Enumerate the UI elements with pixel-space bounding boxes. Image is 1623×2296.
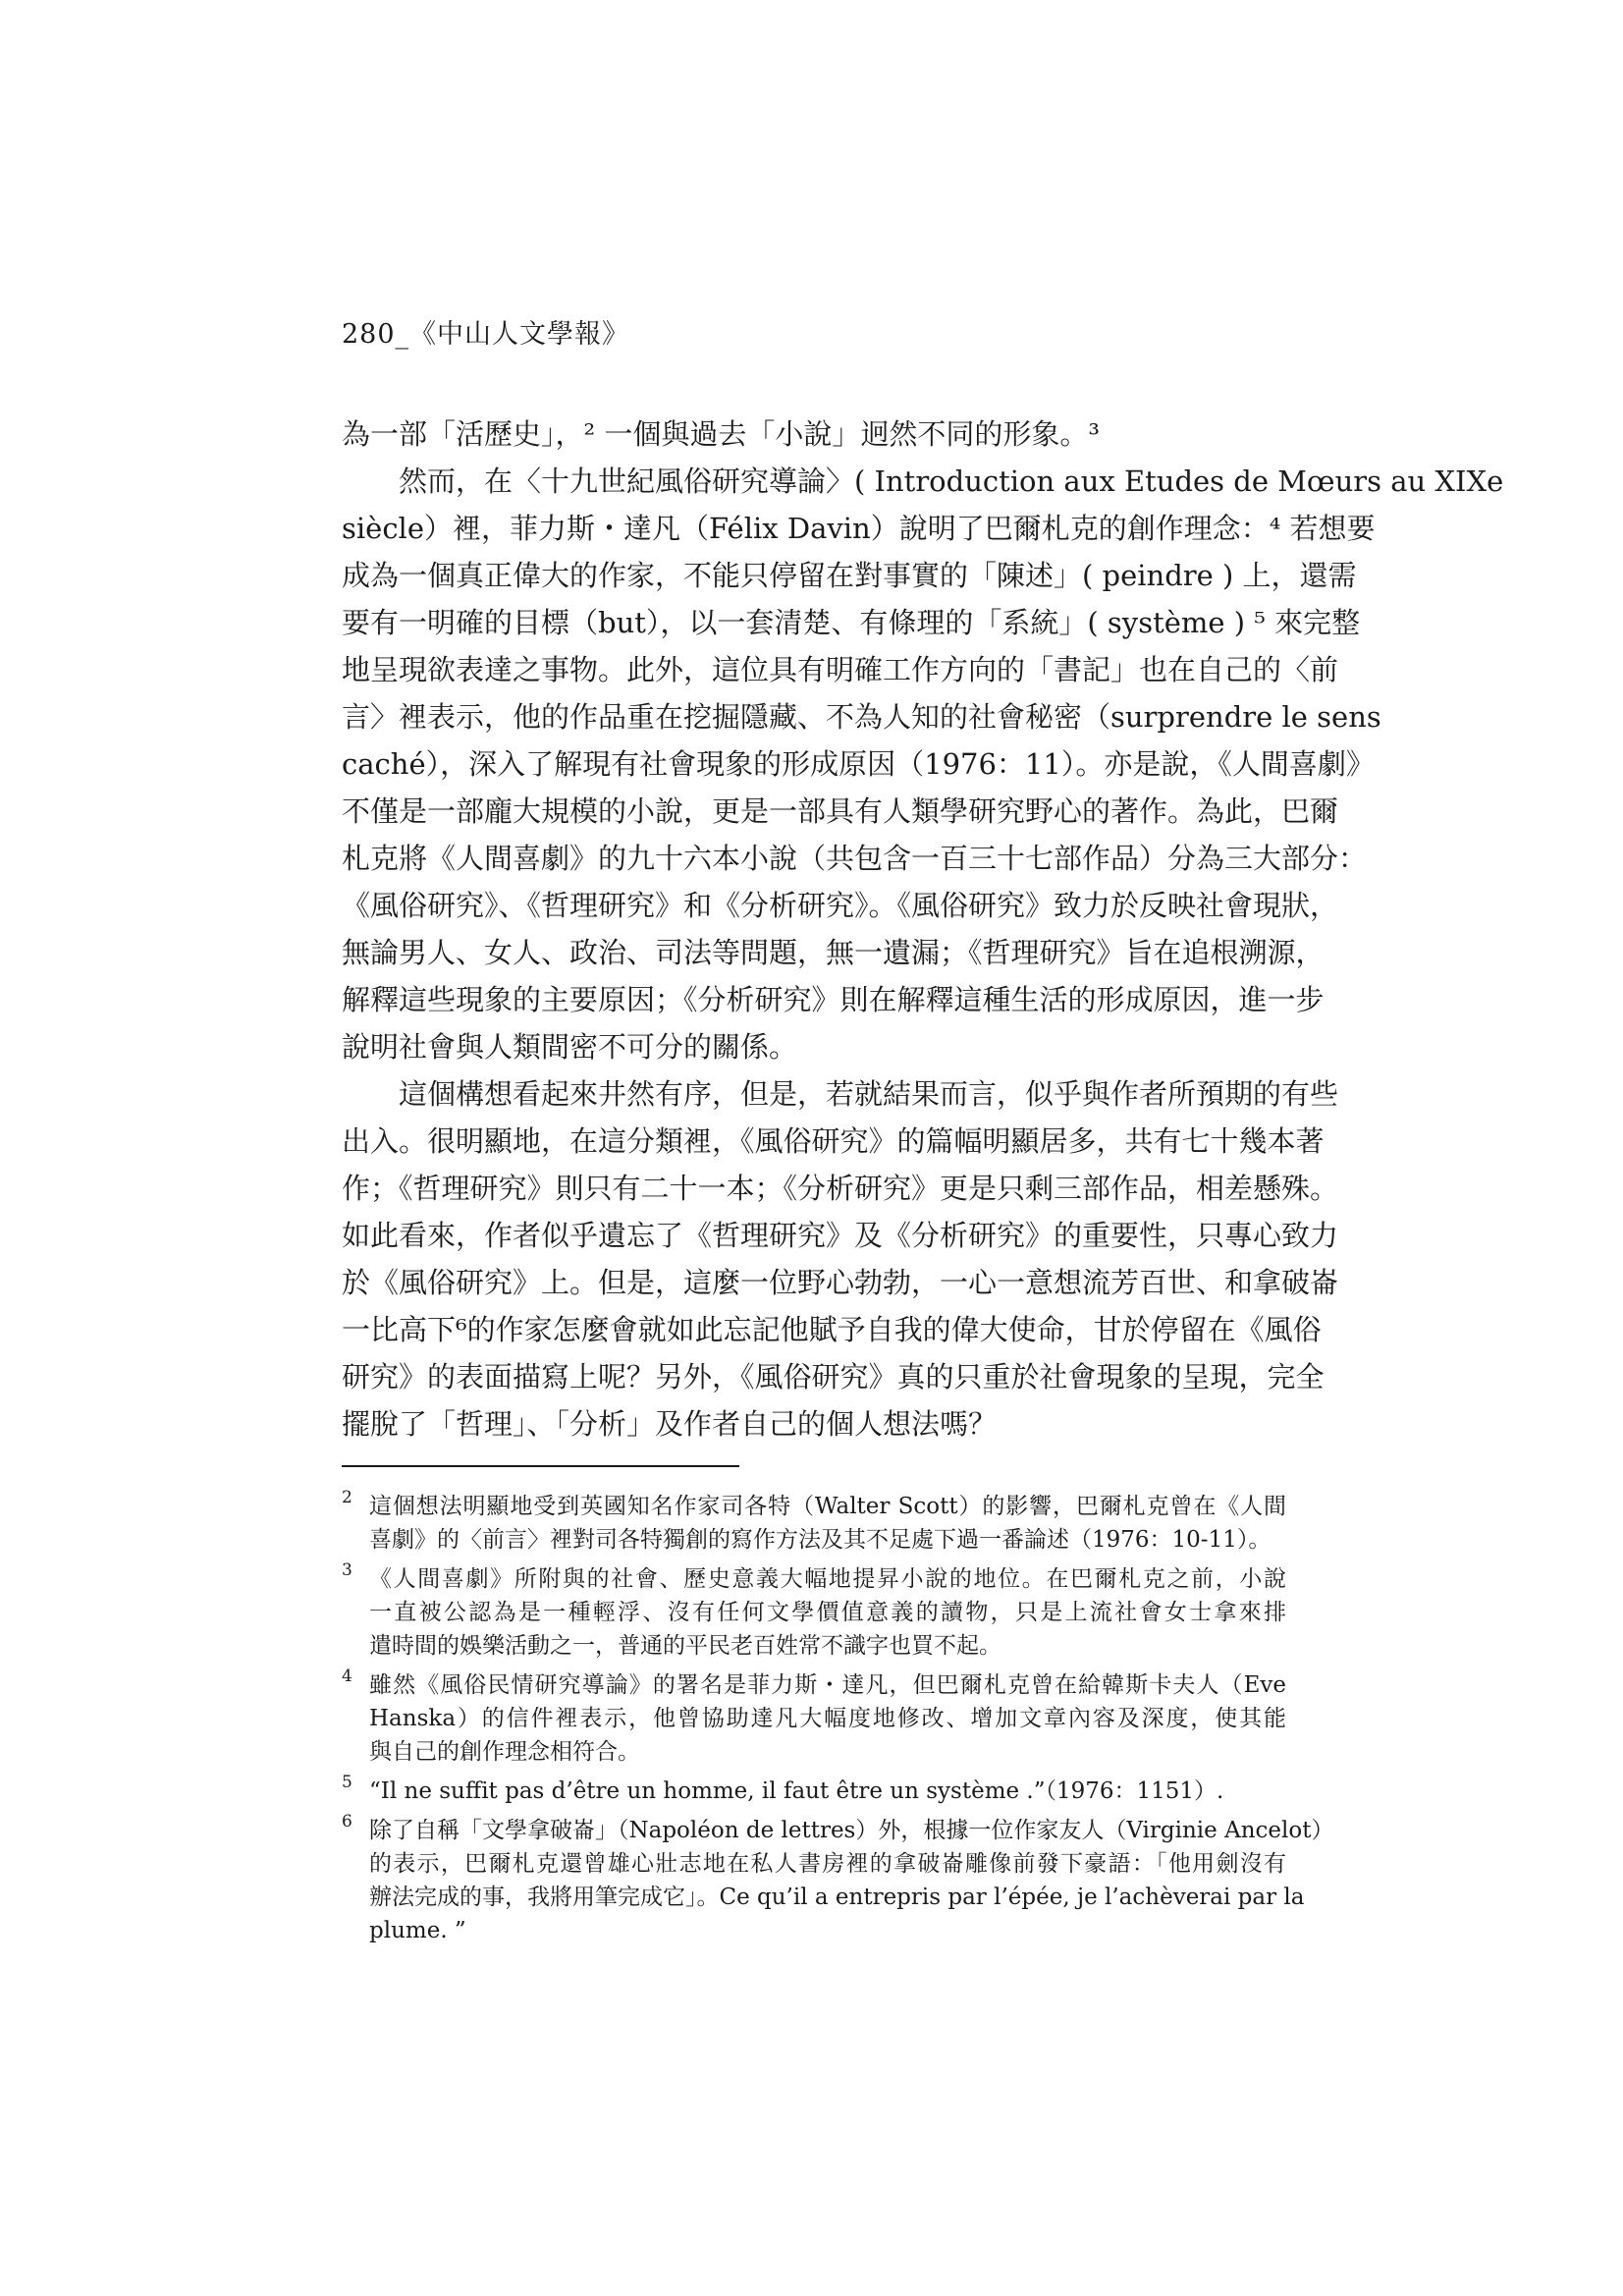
body-text xyxy=(342,410,1504,1448)
footnote-line: 的表示，巴爾札克還曾雄心壯志地在私人書房裡的拿破崙雕像前發下豪語：「他用劍沒有 xyxy=(369,1851,1286,1877)
footnote-line: 與自己的創作理念相符合。 xyxy=(369,1739,640,1765)
body-line: 言〉裡表示，他的作品重在挖掘隱藏、不為人知的社會秘密（surprendre le sens xyxy=(342,700,1381,734)
footnote-line: 辦法完成的事，我將用筆完成它」。Ce qu’il a entrepris par l’épée, je l’achèverai par la xyxy=(369,1885,1305,1910)
body-line: 成為一個真正偉大的作家，不能只停留在對事實的「陳述」( peindre ) 上，還需 xyxy=(342,559,1357,592)
body-line: 不僅是一部龐大規模的小說，更是一部具有人類學研究野心的著作。為此，巴爾 xyxy=(342,794,1339,828)
footnote xyxy=(342,1668,1286,1769)
footnote xyxy=(342,1490,1286,1557)
body-line: siècle）裡，菲力斯・達凡（Félix Davin）說明了巴爾札克的創作理念：⁴ 若想要 xyxy=(342,512,1376,545)
body-line: 地呈現欲表達之事物。此外，這位具有明確工作方向的「書記」也在自己的〈前 xyxy=(342,653,1339,686)
body-line: 擺脫了「哲理」、「分析」及作者自己的個人想法嗎？ xyxy=(342,1407,998,1441)
footnotes xyxy=(342,1488,1334,1953)
body-line: 出入。很明顯地，在這分類裡，《風俗研究》的篇幅明顯居多，共有七十幾本著 xyxy=(342,1124,1325,1158)
footnote-line: Hanska）的信件裡表示，他曾協助達凡大幅度地修改、增加文章內容及深度，使其能 xyxy=(369,1706,1286,1731)
body-line: 然而，在〈十九世紀風俗研究導論〉( Introduction aux Etudes de Mœurs au XIXe xyxy=(399,465,1504,498)
footnote-line: 《人間喜劇》所附與的社會、歷史意義大幅地提昇小說的地位。在巴爾札克之前，小說 xyxy=(369,1566,1286,1592)
footnote-number: 5 xyxy=(342,1773,352,1792)
footnote xyxy=(342,1562,1286,1663)
running-header: 280_《中山人文學報》 xyxy=(342,319,630,350)
footnote-number: 4 xyxy=(342,1667,352,1686)
footnote-line: 這個想法明顯地受到英國知名作家司各特（Walter Scott）的影響，巴爾札克曾在《人間 xyxy=(369,1494,1286,1519)
body-line: 要有一明確的目標（but），以一套清楚、有條理的「系統」( système ) ⁵ 來完整 xyxy=(342,606,1361,639)
body-line: 一比高下⁶的作家怎麼會就如此忘記他賦予自我的偉大使命，甘於停留在《風俗 xyxy=(342,1313,1322,1346)
footnote-line: plume. ” xyxy=(369,1918,466,1943)
body-line: 研究》的表面描寫上呢？另外，《風俗研究》真的只重於社會現象的呈現，完全 xyxy=(342,1360,1325,1394)
body-line: 如此看來，作者似乎遺忘了《哲理研究》及《分析研究》的重要性，只專心致力 xyxy=(342,1219,1339,1252)
footnote-line: 喜劇》的〈前言〉裡對司各特獨創的寫作方法及其不足處下過一番論述（1976：10-11）。 xyxy=(369,1527,1271,1553)
footnote-line: 遣時間的娛樂活動之一，普通的平民老百姓常不識字也買不起。 xyxy=(369,1633,1001,1659)
footnote xyxy=(342,1812,1334,1947)
body-line: 作；《哲理研究》則只有二十一本；《分析研究》更是只剩三部作品，相差懸殊。 xyxy=(342,1172,1339,1205)
body-line: 為一部「活歷史」，² 一個與過去「小說」迥然不同的形象。³ xyxy=(342,417,1100,451)
footnote-line: 雖然《風俗民情研究導論》的署名是菲力斯・達凡，但巴爾札克曾在給韓斯卡夫人（Eve xyxy=(369,1672,1286,1698)
body-line: 札克將《人間喜劇》的九十六本小說（共包含一百三十七部作品）分為三大部分： xyxy=(342,842,1368,875)
body-line: caché），深入了解現有社會現象的形成原因（1976：11）。亦是說，《人間喜劇》 xyxy=(342,747,1375,781)
footnote-number: 6 xyxy=(342,1812,352,1831)
footnote-line: 除了自稱「文學拿破崙」（Napoléon de lettres）外，根據一位作家友人（Virginie Ancelot） xyxy=(369,1818,1334,1843)
footnote-separator xyxy=(342,1465,739,1467)
body-line: 無論男人、女人、政治、司法等問題，無一遺漏；《哲理研究》旨在追根溯源， xyxy=(342,936,1325,969)
body-line: 《風俗研究》、《哲理研究》和《分析研究》。《風俗研究》致力於反映社會現狀， xyxy=(342,889,1339,922)
body-line: 說明社會與人類間密不可分的關係。 xyxy=(342,1030,798,1064)
footnote-number: 2 xyxy=(342,1488,352,1507)
footnote-line: 一直被公認為是一種輕浮、沒有任何文學價值意義的讀物，只是上流社會女士拿來排 xyxy=(369,1600,1286,1625)
footnote-number: 3 xyxy=(342,1560,352,1580)
footnote xyxy=(342,1775,1286,1808)
footnote-line: “Il ne suffit pas d’être un homme, il faut être un système .”（1976：1151）. xyxy=(369,1778,1224,1804)
body-line: 於《風俗研究》上。但是，這麼一位野心勃勃，一心一意想流芳百世、和拿破崙 xyxy=(342,1266,1339,1299)
body-line: 解釋這些現象的主要原因；《分析研究》則在解釋這種生活的形成原因，進一步 xyxy=(342,983,1325,1016)
body-line: 這個構想看起來井然有序，但是，若就結果而言，似乎與作者所預期的有些 xyxy=(399,1077,1339,1111)
